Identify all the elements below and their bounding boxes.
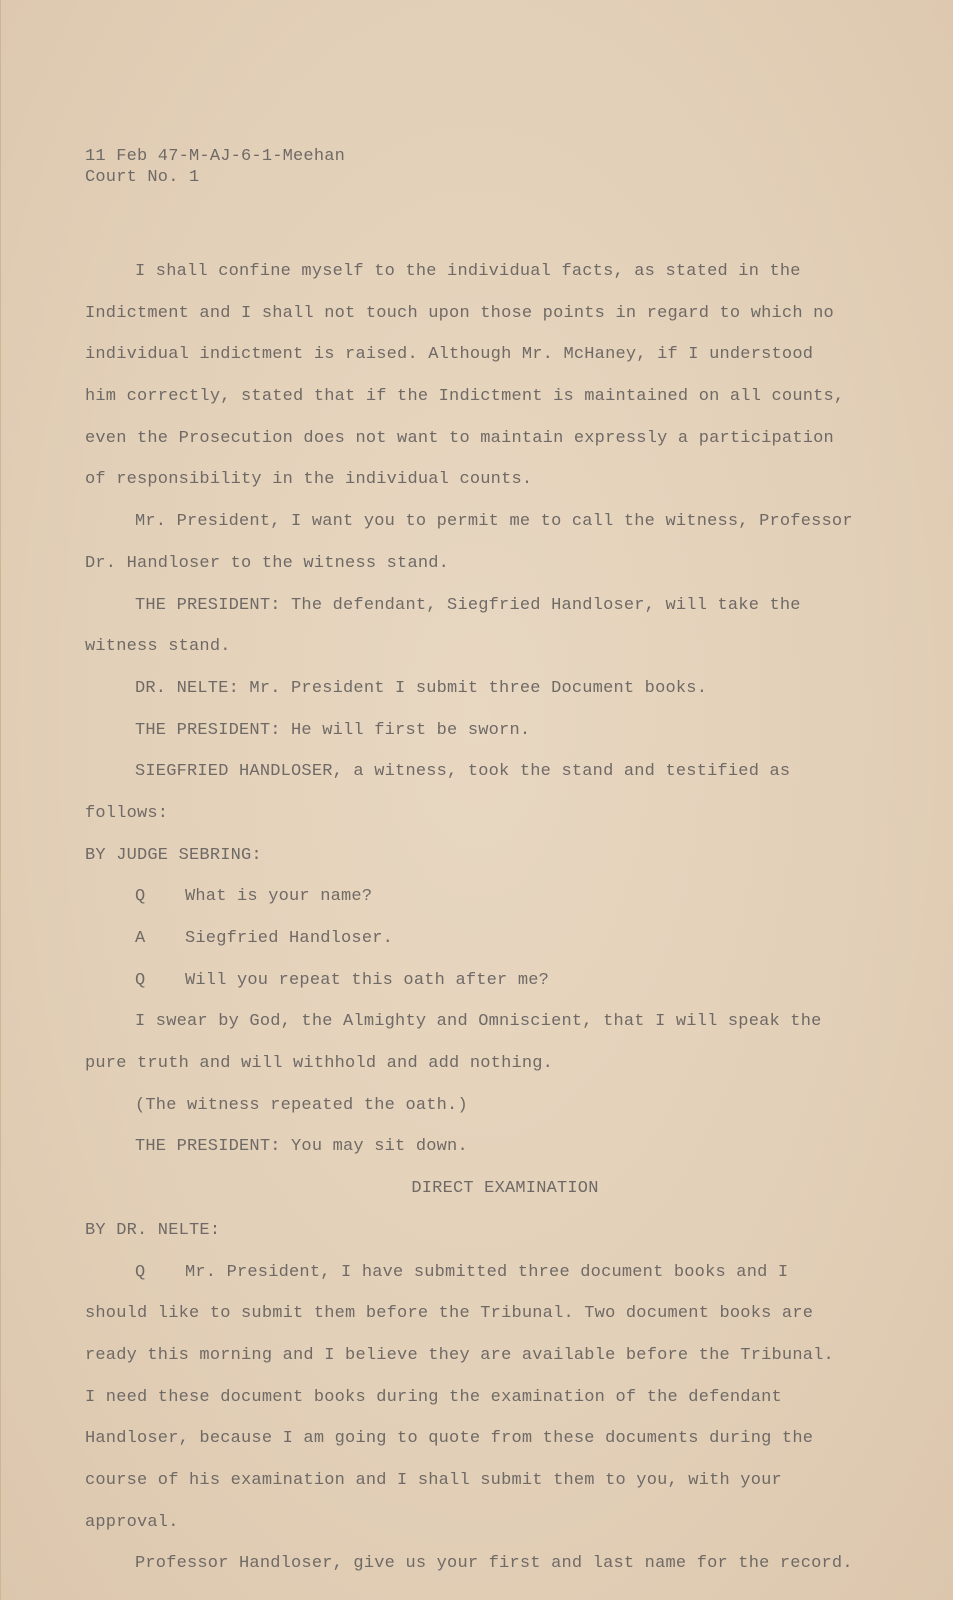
header-reference: 11 Feb 47-M-AJ-6-1-Meehan xyxy=(85,147,346,166)
text-line: Mr. President, I want you to permit me to call the witness, Professor xyxy=(135,512,853,532)
section-heading: DIRECT EXAMINATION xyxy=(411,1179,599,1199)
court-number: Court No. 1 xyxy=(85,168,200,187)
question-tag: Q xyxy=(135,970,146,990)
question-line xyxy=(85,876,885,918)
answer-text: Siegfried Handloser. xyxy=(185,929,394,948)
text-line: (The witness repeated the oath.) xyxy=(135,1095,468,1115)
text-line: THE PRESIDENT: The defendant, Siegfried Handloser, will take the xyxy=(135,595,801,615)
text-line: THE PRESIDENT: You may sit down. xyxy=(135,1137,468,1157)
text-line: should like to submit them before the Tribunal. Two document books are xyxy=(85,1304,814,1324)
question-tag: Q xyxy=(135,887,146,907)
text-line: Professor Handloser, give us your first and last name for the record. xyxy=(135,1554,853,1574)
text-line: even the Prosecution does not want to maintain expressly a participation xyxy=(85,428,834,448)
text-line: him correctly, stated that if the Indictment is maintained on all counts, xyxy=(85,387,845,407)
text-line: Handloser, because I am going to quote from these documents during the xyxy=(85,1429,814,1449)
text-line: SIEGFRIED HANDLOSER, a witness, took the stand and testified as xyxy=(135,762,791,782)
text-line: I need these document books during the examination of the defendant xyxy=(85,1387,782,1407)
text-line: THE PRESIDENT: He will first be sworn. xyxy=(135,720,531,740)
paper-edge xyxy=(0,0,1,1600)
transcript xyxy=(85,146,885,1585)
text-line: I swear by God, the Almighty and Omniscient, that I will speak the xyxy=(135,1012,822,1032)
question-text: Will you repeat this oath after me? xyxy=(185,970,550,990)
text-line: I shall confine myself to the individual facts, as stated in the xyxy=(135,262,801,281)
transcript-body xyxy=(85,251,885,1585)
question-line xyxy=(85,1252,885,1294)
text-line: ready this morning and I believe they are available before the Tribunal. xyxy=(85,1345,834,1365)
question-text: Mr. President, I have submitted three document books and I xyxy=(185,1262,789,1282)
question-line xyxy=(85,960,885,1002)
question-tag: Q xyxy=(135,1262,146,1282)
answer-tag: A xyxy=(135,929,146,948)
text-line: DR. NELTE: Mr. President I submit three Document books. xyxy=(135,678,708,698)
question-text: What is your name? xyxy=(185,887,373,907)
examiner-heading: BY JUDGE SEBRING: xyxy=(85,845,262,865)
text-line: course of his examination and I shall submit them to you, with your xyxy=(85,1470,782,1490)
text-line: Dr. Handloser to the witness stand. xyxy=(85,553,450,573)
text-line: individual indictment is raised. Although Mr. McHaney, if I understood xyxy=(85,345,814,365)
text-line: pure truth and will withhold and add nothing. xyxy=(85,1054,554,1074)
answer-line xyxy=(85,918,885,960)
text-line: approval. xyxy=(85,1512,179,1532)
text-line: of responsibility in the individual counts. xyxy=(85,470,533,490)
examiner-heading: BY DR. NELTE: xyxy=(85,1220,221,1240)
text-line: follows: xyxy=(85,803,169,823)
text-line: witness stand. xyxy=(85,637,231,657)
text-line: Indictment and I shall not touch upon those points in regard to which no xyxy=(85,303,834,323)
